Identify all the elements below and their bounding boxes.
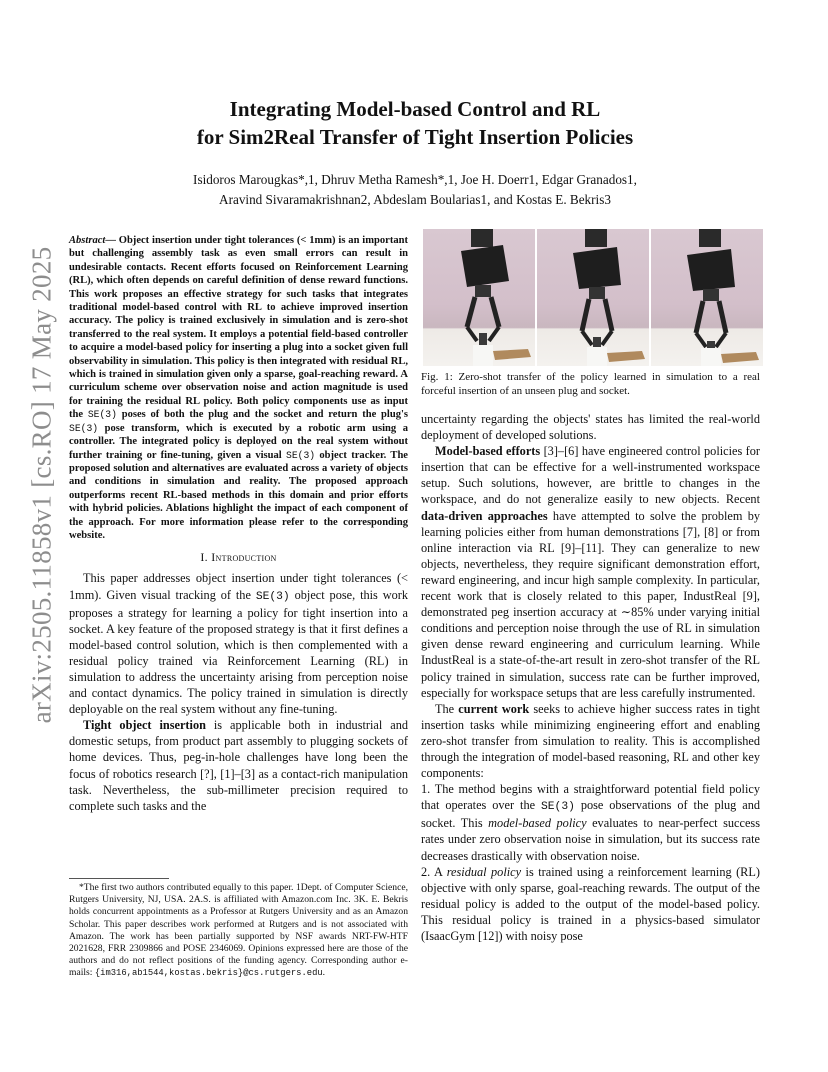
title-line-2: for Sim2Real Transfer of Tight Insertion Policies — [196, 125, 634, 149]
right-paragraph-2: The current work seeks to achieve higher success rates in tight insertion tasks while minimizing engineering effort and enabling zero-shot transfer from simulation to reality. This is accomplished through the integration of model-based reasoning, RL and other key components: — [421, 701, 760, 781]
bold-term: Model-based efforts — [435, 444, 541, 459]
se3-term: SE(3) — [540, 801, 575, 814]
left-column — [69, 234, 408, 814]
robot-photo-1 — [423, 229, 535, 366]
intro-paragraph-2: Tight object insertion is applicable both in industrial and domestic setups, from product part assembly to plugging sockets of home devices. Thus, peg-in-hole challenges have long been the focus of robotics research [?], [1]–[3] as a contact-rich manipulation task. Nevertheless, the sub-millimeter precision required to complete such tasks and the — [69, 718, 408, 813]
figure-1-photos — [423, 229, 763, 366]
footnote: *The first two authors contributed equally to this paper. 1Dept. of Computer Science, Rutgers University, NJ, USA. 2A.S. is affiliated with Amazon.com Inc. 3K. E. Bekris holds concurrent appointments as a Professor at Rutgers University and as an Amazon Scholar. This paper describes work performed at Rutgers and is not associated with Amazon. The work has been partially supported by NSF awards NRT-FW-HTF 2021628, FRR 2309866 and POSE 2346069. Opinions expressed here are those of the authors and do not reflect positions of the funding agency. Corresponding author e-mails: {im316,ab1544,kostas.bekris}@cs.rutgers.edu. — [69, 882, 408, 979]
bold-term: current work — [458, 701, 530, 716]
arxiv-identifier: arXiv:2505.11858v1 [cs.RO] 17 May 2025 — [26, 246, 57, 724]
footnote-rule — [69, 878, 169, 879]
se3-term: SE(3) — [255, 590, 290, 603]
authors-line-1: Isidoros Marougkas*,1, Dhruv Metha Ramesh*,1, Joe H. Doerr1, Edgar Granados1, — [193, 172, 637, 187]
list-item-2: 2. A residual policy is trained using a reinforcement learning (RL) objective with only sparse, goal-reaching rewards. The output of the residual policy is added to the output of the model-based policy. This residual policy is trained in a physics-based simulator (IsaacGym [12]) with noisy pose — [421, 864, 760, 943]
abstract-text: poses of both the plug and the socket and return the plug's — [116, 409, 409, 421]
author-list — [100, 170, 730, 210]
abstract — [69, 234, 408, 542]
abstract-text: — Object insertion under tight tolerances (< 1mm) is an important but challenging assembly task as even small errors can result in undesirable contacts. Recent efforts focused on Reinforcement Learning (RL), which often depends on careful definition of dense reward functions. This work proposes an effective strategy for such tasks that integrates traditional model-based control with RL to achieve improved insertion accuracy. The policy is trained exclusively in simulation and is zero-shot transferred to the real system. It employs a potential field-based controller to acquire a model-based policy for inserting a plug into a socket given full observability in simulation. This policy is then integrated with residual RL, which is trained in simulation given only a sparse, goal-reaching reward. A curriculum scheme over observation noise and action magnitude is used for training the residual RL policy. Both policy components use as input the — [69, 235, 408, 421]
section-heading-introduction: I. Introduction — [200, 550, 277, 565]
author-emails: {im316,ab1544,kostas.bekris}@cs.rutgers.edu — [94, 968, 323, 979]
abstract-text: pose transform, which is executed by a robotic arm using a controller. The integrated policy is deployed on the real system without further training or fine-tuning, given a visual — [69, 422, 408, 461]
bold-term: Tight object insertion — [83, 718, 206, 733]
se3-term: SE(3) — [87, 409, 117, 421]
robot-photo-3 — [651, 229, 763, 366]
title-line-1: Integrating Model-based Control and RL — [229, 97, 601, 121]
se3-term: SE(3) — [69, 422, 99, 434]
emphasis-term: model-based policy — [488, 816, 587, 831]
robot-photo-2 — [537, 229, 649, 366]
list-item-1: 1. The method begins with a straightforward potential field policy that operates over the SE(3) pose observations of the plug and socket. This model-based policy evaluates to near-perfect success rates under zero observation noise in simulation, but its success rate decreases drastically with observation noise. — [421, 782, 761, 863]
authors-line-2: Aravind Sivaramakrishnan2, Abdeslam Boularias1, and Kostas E. Bekris3 — [219, 192, 611, 207]
paper-title — [100, 95, 730, 151]
emphasis-term: residual policy — [446, 864, 522, 879]
bold-term: data-driven approaches — [421, 508, 548, 523]
abstract-text: object tracker. The proposed solution and alternatives are evaluated across a variety of objects and conditions in simulation and reality. The proposed approach outperforms recent RL-based methods in this domain and prior efforts with hybrid policies. Ablations highlight the impact of each component of the approach. For more information please refer to the corresponding website. — [69, 449, 408, 541]
intro-paragraph-1: This paper addresses object insertion under tight tolerances (< 1mm). Given visual tracking of the SE(3) object pose, this work proposes a strategy for learning a policy for tight insertion into a socket. A key feature of the proposed strategy is that it first defines a model-based control solution, which is then complemented with a residual policy trained via Reinforcement Learning (RL) in simulation to address the uncertainty arising from perception noise and contact dynamics. The policy trained in simulation is directly deployable on the real system without any fine-tuning. — [69, 571, 409, 717]
right-paragraph-1: Model-based efforts [3]–[6] have engineered control policies for insertion that can be effective for a well-instrumented workspace setup. Such solutions, however, are brittle to changes in the workspace, and do not generalize easily to new objects. Recent data-driven approaches have attempted to solve the problem by learning policies either from human demonstrations [7], [8] or from online interaction via RL [9]–[11]. They can generalize to new objects, nevertheless, they require significant demonstration effort, reward engineering, and incur high sample complexity. In particular, recent work that is closely related to this paper, IndustReal [9], demonstrated peg insertion accuracy at ∼85% under varying initial conditions and perception noise through the use of RL in simulation given dense reward engineering and curriculum learning. While IndustReal is a state-of-the-art result in zero-shot transfer of the RL policy trained in simulation, success rate can be further improved, especially for workspace setups that are less carefully instrumented. — [421, 444, 761, 700]
figure-1-caption: Fig. 1: Zero-shot transfer of the policy learned in simulation to a real forceful insertion of an unseen plug and socket. — [421, 371, 760, 398]
abstract-label: Abstract — [69, 235, 106, 246]
right-paragraph-0: uncertainty regarding the objects' states has limited the real-world deployment of developed solutions. — [421, 412, 760, 443]
se3-term: SE(3) — [286, 449, 316, 461]
right-column — [421, 411, 760, 944]
